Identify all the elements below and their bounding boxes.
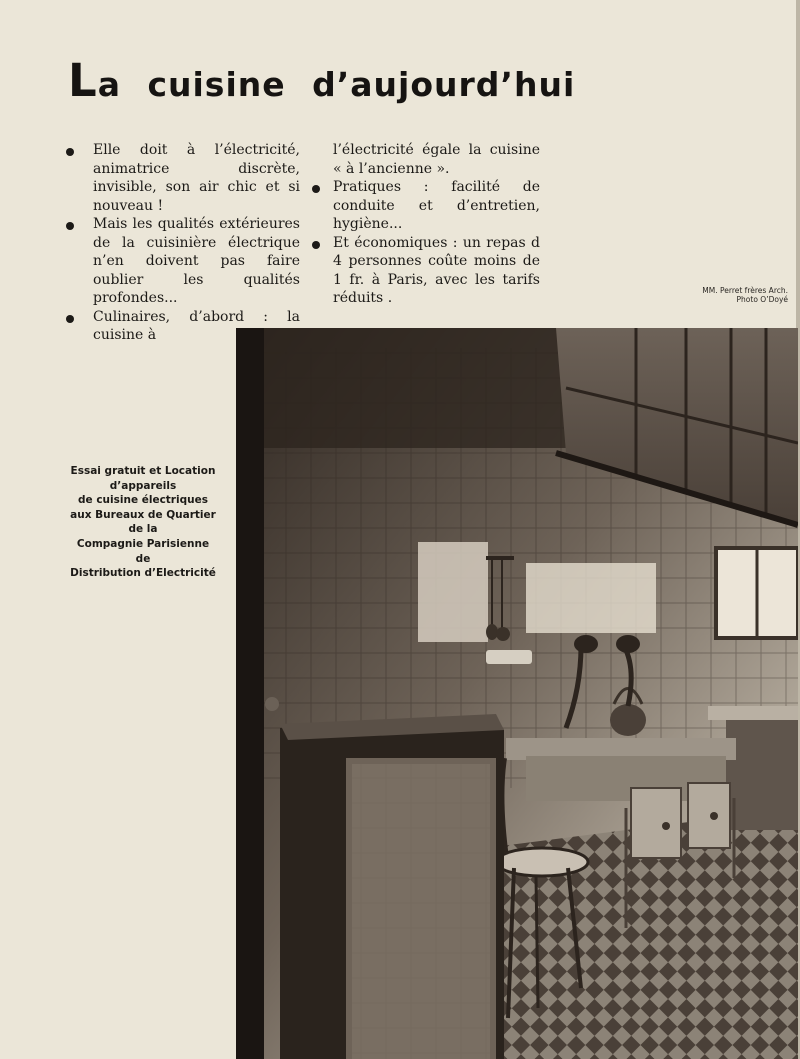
paragraph-3-text: Culinaires, d’abord : la cuisine à [93,308,300,343]
paragraph-3-continued-text: l’électricité égale la cuisine « à l’ancienne ». [333,142,540,177]
credit-photographer: Photo O’Doyé [736,295,788,304]
caption-line: Compagnie Parisienne [76,537,210,550]
bullet-icon [312,185,320,193]
caption-line: aux Bureaux de Quartier [70,508,216,521]
caption-line: de la [128,523,158,536]
paragraph-2 [66,215,300,308]
text-column-1 [66,141,300,345]
article-title [68,54,628,107]
caption-line: Distribution d’Electricité [70,567,216,580]
paragraph-1 [66,141,300,215]
bullet-icon [66,315,74,323]
title-dropcap: L [68,54,98,107]
caption-line: Essai gratuit et Location [70,465,216,477]
caption-block [62,464,224,581]
photo-credit [588,286,788,304]
kitchen-photo [236,328,798,1059]
credit-architects: MM. Perret frères Arch. [702,286,788,295]
caption-line: de [135,552,151,565]
paragraph-3-continued [310,141,540,178]
paragraph-1-text: Elle doit à l’électricité, animatrice discrète, invisible, son air chic et si nouveau ! [93,142,300,214]
paragraph-5 [310,234,540,308]
text-column-2 [310,141,540,308]
paragraph-5-text: Et économiques : un repas d 4 personnes coûte moins de 1 fr. à Paris, avec les tarifs réduits . [333,234,540,306]
paragraph-4-text: Pratiques : facilité de conduite et d’entretien, hygiène... [333,179,540,232]
caption-line: de cuisine électriques [78,494,208,507]
bullet-icon [312,241,320,249]
paragraph-4 [310,178,540,234]
title-text: a cuisine d’aujourd’hui [97,65,576,104]
kitchen-photo-illustration [236,328,798,1059]
caption-line: d’appareils [109,479,177,492]
paragraph-2-text: Mais les qualités extérieures de la cuisinière électrique n’en doivent pas faire oublier les qualités profondes... [93,216,300,306]
bullet-icon [66,222,74,230]
bullet-icon [66,148,74,156]
